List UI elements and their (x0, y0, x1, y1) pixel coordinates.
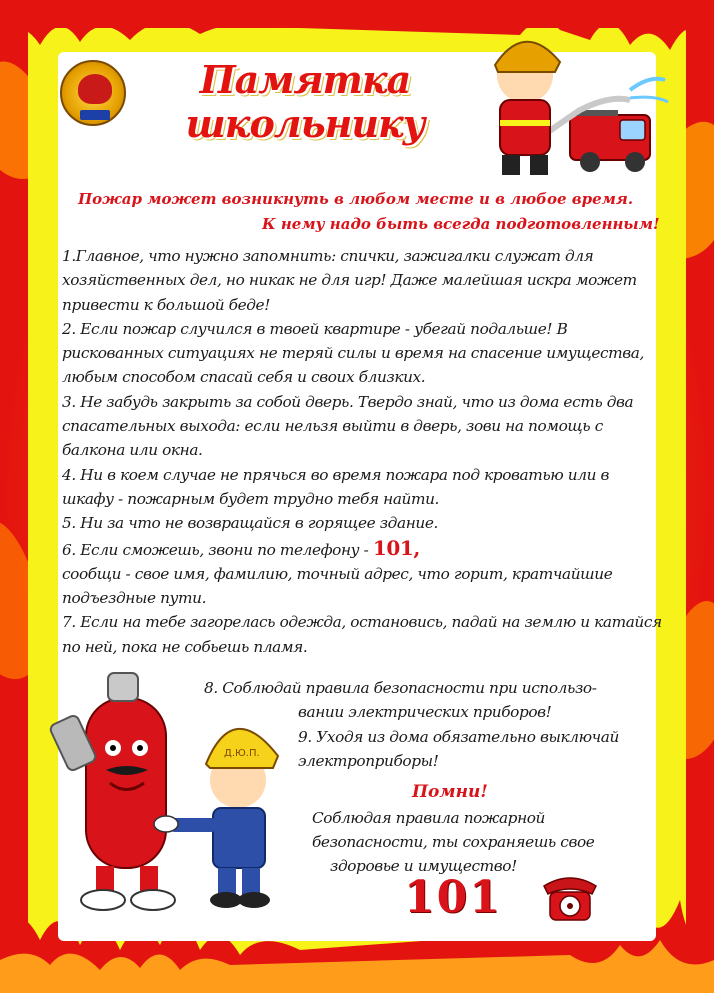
rule-2: 2. Если пожар случился в твоей квартире - убегай подальше! В рискованных ситуациях не теряй силы и время на спасение имущества, любым способом спасай себя и своих близких. (62, 319, 644, 387)
rule-9-line-2: электроприборы! (298, 751, 439, 770)
intro-line-2: К нему надо быть всегда подготовленным! (262, 215, 660, 233)
rules-list (62, 244, 662, 659)
helmet-shape (78, 74, 112, 104)
rule-6-start: 6. Если сможешь, звони по телефону - (62, 540, 373, 559)
rule-6-end: сообщи - свое имя, фамилию, точный адрес, что горит, кратчайшие подъездные пути. (62, 564, 613, 608)
helmet-label: Д.Ю.П. (224, 748, 260, 759)
rule-6 (62, 536, 662, 611)
title-line-1: Памятка (199, 57, 411, 102)
rule-9-line-1: 9. Уходя из дома обязательно выключай (298, 727, 619, 746)
reminder-line-1: Соблюдая правила пожарной (312, 809, 546, 827)
fire-extinguisher-character-icon (48, 668, 308, 924)
fireman-with-hose-icon (470, 20, 670, 180)
reminder-line-3: здоровье и имущество! (330, 857, 517, 875)
page-title (160, 58, 450, 146)
title-line-2: школьнику (185, 101, 425, 146)
rule-8-line-2: вании электрических приборов! (298, 703, 552, 722)
reminder-line-2: безопасности, ты сохраняешь свое (312, 833, 595, 851)
phone-number-inline: 101, (372, 535, 420, 560)
rule-8-line-1: 8. Соблюдай правила безопасности при использо- (204, 679, 597, 697)
fire-truck-icon (570, 110, 650, 172)
boy-firefighter-character-icon (154, 729, 278, 908)
rule-5: 5. Ни за что не возвращайся в горящее здание. (62, 514, 438, 533)
intro-line-1: Пожар может возникнуть в любом месте и в любое время. (78, 190, 634, 208)
red-telephone-icon (540, 872, 600, 924)
rule-7: 7. Если на тебе загорелась одежда, остановись, падай на землю и катайся по ней, пока не собьешь пламя. (62, 613, 662, 656)
rule-1: 1.Главное, что нужно запомнить: спички, зажигалки служат для хозяйственных дел, но никак не для игр! Даже малейшая искра может привести к большой беде! (62, 247, 637, 314)
rule-4: 4. Ни в коем случае не прячься во время пожара под кроватью или в шкафу - пожарным будет трудно тебя найти. (62, 465, 610, 508)
reminder-text (312, 806, 612, 878)
emergency-number: 101 (404, 872, 502, 923)
emblem-ribbon (80, 110, 110, 120)
reminder-heading: Помни! (412, 782, 488, 802)
fire-service-emblem-icon (60, 60, 126, 126)
rule-3: 3. Не забудь закрыть за собой дверь. Твердо знай, что из дома есть два спасательных выхода: если нельзя выйти в дверь, зови на помощь с балкона или окна. (62, 392, 634, 460)
